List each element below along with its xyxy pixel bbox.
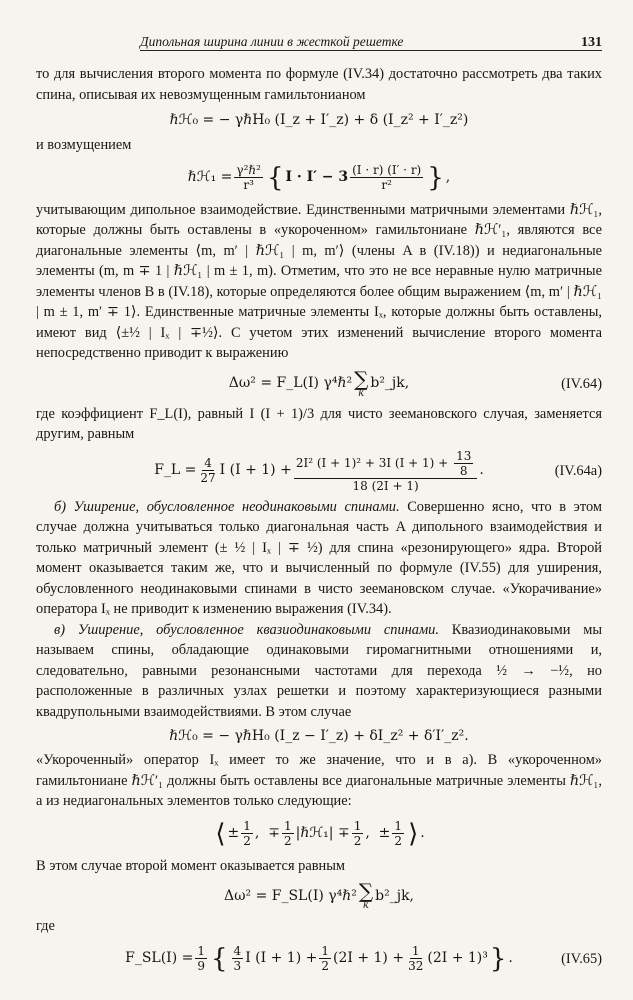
me-pm: ± (227, 825, 240, 842)
eq-64a-inner-num: 13 (456, 448, 472, 463)
equation-h0 (36, 105, 602, 135)
eq-65-t1: I (I + 1) + (245, 950, 318, 967)
eq-65-d (406, 944, 425, 973)
paragraph-4 (36, 497, 602, 620)
eq-64a-coef (198, 456, 217, 485)
me-bar-2: | ∓ (328, 825, 350, 842)
eq-h1-inner (350, 163, 423, 192)
eq-64-rhs: b²_jk, (370, 375, 410, 392)
eq-65-d-num: 1 (411, 944, 420, 958)
me-frac-3 (352, 819, 364, 848)
me-frac-4-num: 1 (394, 819, 403, 833)
equation-label-iv64a: (IV.64a) (554, 462, 602, 479)
me-frac-1-den: 2 (243, 834, 251, 848)
eq-65-a-den: 9 (197, 959, 205, 973)
me-frac-1-num: 1 (243, 819, 251, 833)
sum-symbol-sl: ∑ k (358, 879, 374, 911)
me-frac-2-den: 2 (283, 834, 292, 848)
me-operator: ℏℋ₁ (300, 825, 329, 842)
me-frac-2-num: 1 (283, 819, 292, 833)
angle-close: ⟩ (408, 818, 419, 849)
eq-64a-inner-den: 8 (459, 463, 468, 478)
paragraph-5 (36, 620, 602, 723)
eq-65-d-den: 32 (408, 959, 424, 973)
eq-65-b (232, 944, 244, 973)
me-frac-3-num: 1 (353, 819, 362, 833)
eq-65-t2: (2I + 1) + (332, 950, 405, 967)
me-end: . (420, 825, 425, 842)
eq-64a-lhs: F_L = (154, 462, 197, 479)
paragraph-4-lead: б) Уширение, обусловленное неодинаковыми спинами. (54, 498, 400, 515)
eq-64a-num-text: 2I² (I + 1)² + 3I (I + 1) + (295, 455, 449, 470)
eq-sl-lhs: Δω² = F_SL(I) γ⁴ℏ² (223, 887, 357, 904)
equation-h0-quasi-text: ℏℋ₀ = − γℏH₀ (I_z − I′_z) + δI_z² + δ′I′_z². (169, 727, 469, 744)
equation-label-iv65: (IV.65) (561, 950, 602, 967)
eq-64a-mid: I (I + 1) + (219, 462, 292, 479)
me-bar-1: | (295, 825, 301, 842)
eq-h1-inner-den: r² (381, 178, 392, 192)
angle-open: ⟨ (215, 818, 226, 849)
eq-64-lhs: Δω² = F_L(I) γ⁴ℏ² (228, 375, 353, 392)
running-head (140, 34, 602, 51)
me-sep-1: , ∓ (254, 825, 280, 842)
brace-close: } (427, 162, 444, 193)
equation-iv64a (36, 445, 602, 497)
sum-index-sl: k (362, 900, 370, 911)
eq-65-lhs: F_SL(I) = (125, 950, 194, 967)
header-rule (140, 50, 602, 51)
equation-h0-quasi (36, 722, 602, 750)
eq-h1-body: I · I′ − 3 (285, 169, 349, 186)
brace-open-65: { (211, 943, 228, 974)
paragraph-1: то для вычисления второго момента по формуле (IV.34) достаточно рассмотреть два таких спина, описывая их невозмущенным гамильтонианом (36, 66, 602, 103)
me-frac-4-den: 2 (394, 834, 403, 848)
paragraph-7: В этом случае второй момент оказывается равным (36, 857, 346, 874)
equation-matrix-elements (36, 812, 602, 856)
eq-65-t3: (2I + 1)³ (427, 950, 488, 967)
equation-sl (36, 876, 602, 916)
eq-65-c-num: 1 (321, 944, 329, 958)
eq-65-c (319, 944, 331, 973)
paragraph-5-text: Квазиодинаковыми мы называем спины, обладающие одинаковыми гиромагнитными отношениями и, следовательно, равными резонансными частотами для перехода ½ → −½, но расположенные в различных узлах решетки и поэтому характеризующиеся разными квадрупольными взаимодействиями. В этом случае (36, 621, 602, 720)
paragraph-perturbation: и возмущением (36, 137, 132, 153)
eq-h1-lhs: ℏℋ₁ = (187, 169, 233, 186)
eq-65-a (195, 944, 207, 973)
eq-64a-inner (454, 449, 473, 478)
eq-64a-end: . (479, 462, 484, 479)
page-number: 131 (581, 35, 602, 50)
me-frac-1 (241, 819, 253, 848)
me-frac-4 (392, 819, 404, 848)
body-text (36, 64, 602, 981)
page (36, 0, 602, 1000)
me-frac-2 (282, 819, 294, 848)
eq-65-end: . (508, 950, 513, 967)
eq-65-b-num: 4 (233, 944, 242, 958)
eq-h1-comma: , (445, 169, 451, 186)
eq-h1-coef (234, 163, 263, 192)
brace-close-65: } (489, 943, 507, 974)
eq-65-b-den: 3 (233, 959, 242, 973)
paragraph-6: «Укороченный» оператор Iₓ имеет то же значение, что и в а). В «укороченном» гамильтониане ℏℋ′₁ должны быть оставлены все диагональные матричные элементы ℏℋ₁, а из недиагональных элементов только следующие: (36, 752, 602, 809)
paragraph-5-lead: в) Уширение, обусловленное квазиодинаковыми спинами. (54, 621, 439, 638)
paragraph-8: где (36, 918, 55, 934)
eq-h1-coef-num: γ²ℏ² (236, 163, 261, 177)
equation-iv65 (36, 937, 602, 981)
eq-h1-coef-den: r³ (243, 178, 254, 192)
eq-64a-coef-num: 4 (204, 456, 212, 470)
equation-label-iv64: (IV.64) (561, 375, 602, 392)
eq-h1-inner-num: (I · r) (I′ · r) (352, 163, 422, 177)
eq-64a-num (294, 449, 478, 479)
me-frac-3-den: 2 (353, 834, 362, 848)
brace-open: { (266, 162, 284, 193)
eq-65-a-num: 1 (197, 944, 205, 958)
paragraph-3: где коэффициент F_L(I), равный I (I + 1)/3 для чисто зеемановского случая, заменяется другим, равным (36, 405, 602, 442)
me-sep-2: , ± (365, 825, 391, 842)
running-title: Дипольная ширина линии в жесткой решетке (140, 34, 404, 49)
equation-iv64 (36, 364, 602, 404)
sum-index: k (358, 387, 365, 399)
paragraph-4-text: Совершенно ясно, что в этом случае должна учитываться только диагональная часть A дипольного взаимодействия и только матричный элемент (± ½ | Iₓ | ∓ ½) для спина «резонирующего» ядра. Второй момент оказывается таким же, что и вычисленный по формуле (IV.55) для уширения, обусловленного неодинаковыми спинами в чисто зеемановском случае. «Укорачивание» оператора Iₓ не приводит к изменению выражения (IV.34). (36, 498, 602, 617)
sum-symbol: ∑ k (354, 366, 369, 399)
eq-65-c-den: 2 (321, 959, 329, 973)
eq-64a-den: 18 (2I + 1) (352, 478, 419, 493)
equation-h0-text: ℏℋ₀ = − γℏH₀ (I_z + I′_z) + δ (I_z² + I′_z²) (169, 111, 469, 128)
eq-64a-coef-den: 27 (200, 471, 216, 485)
eq-64a-main-frac (294, 449, 478, 493)
paragraph-2: учитывающим дипольное взаимодействие. Единственными матричными элементами ℏℋ₁, которые должны быть оставлены в «укороченном» гамильтониане ℏℋ′₁, являются все диагональные элементы ⟨m, m′ | ℏℋ₁ | m, m′⟩ (члены A в (IV.18)) и недиагональные элементы (m, m ∓ 1 | ℏℋ₁ | m ± 1, m). Отметим, что это не все неравные нулю матричные элементы членов B в (IV.18), которые определяются более общим выражением ⟨m, m′ | ℏℋ₁ | m ± 1, m′ ∓ 1⟩. Единственные матричные элементы Iₓ, которые должны быть оставлены, имеют вид ⟨±½ | Iₓ | ∓½⟩. С учетом этих изменений вычисление второго момента непосредственно приводит к выражению (36, 201, 602, 361)
eq-sl-rhs: b²_jk, (375, 887, 415, 904)
equation-h1 (36, 156, 602, 200)
